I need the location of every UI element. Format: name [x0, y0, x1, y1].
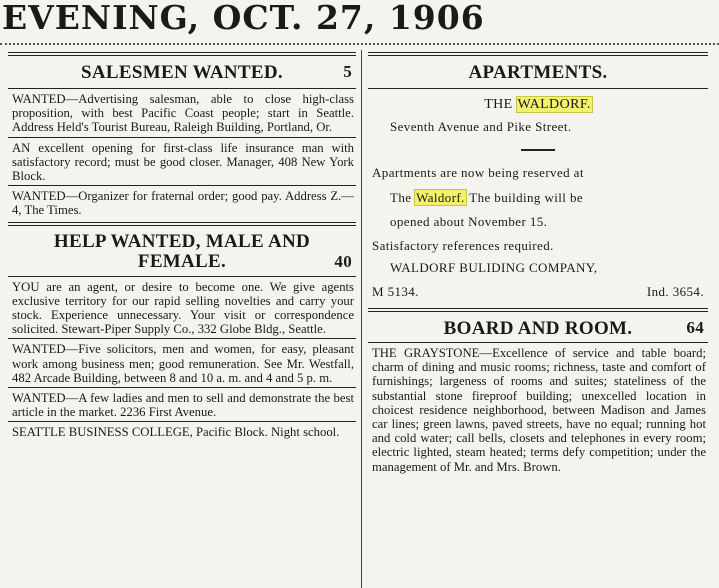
- salesmen-heading-text: SALESMEN WANTED.: [81, 62, 283, 83]
- apartments-heading-text: APARTMENTS.: [468, 62, 608, 83]
- ad-insurance: AN excellent opening for first-class life insurance man with satisfactory record; must be good closer. Manager, 408 New York Block.: [12, 140, 354, 184]
- salesmen-heading: [8, 62, 356, 88]
- waldorf-name-highlight: WALDORF.: [517, 97, 591, 112]
- ad-graystone: THE GRAYSTONE—Excellence of service and table board; charm of dining and music rooms; richness, taste and comfort of furnishings; largeness of rooms and suites; stateliness of the substantial stone fireproof building; unexcelled location in choicest residence neighborhood, between Madison and James car lines; green lawns, paved streets, have no equal; running hot and cold water; call bells, closets and telephones in every room; electric lighted, steam heated; terms defy competition; under the management of Mr. and Mrs. Brown.: [372, 346, 706, 474]
- ad-ladies-men: WANTED—A few ladies and men to sell and demonstrate the best article in the market. 2236 First Avenue.: [12, 391, 354, 420]
- ad-business-college: SEATTLE BUSINESS COLLEGE, Pacific Block. Night school.: [12, 425, 340, 440]
- help-heading-line1: HELP WANTED, MALE AND: [53, 230, 311, 252]
- apt-company: WALDORF BULIDING COMPANY,: [390, 260, 598, 275]
- column-divider: [361, 50, 362, 588]
- section-rule: [368, 308, 708, 312]
- masthead: EVENING, OCT. 27, 1906: [2, 0, 485, 37]
- apartments-heading: [368, 62, 708, 88]
- masthead-rule: [0, 43, 719, 45]
- waldorf-the: THE: [484, 97, 513, 112]
- board-count: 64: [686, 318, 704, 337]
- apt-line1: Apartments are now being reserved at: [372, 165, 584, 180]
- help-heading: [8, 232, 356, 272]
- section-rule: [8, 222, 356, 226]
- board-heading: [368, 318, 708, 342]
- section-rule: [368, 52, 708, 56]
- waldorf-title: [368, 97, 708, 113]
- apt-phone-ind: Ind. 3654.: [646, 284, 704, 299]
- ad-solicitors: WANTED—Five solicitors, men and women, for easy, pleasant work among business men; good remuneration. See Mr. Westfall, 482 Arcade Building, between 8 and 10 a. m. and 4 and 5 p. m.: [12, 342, 354, 385]
- ad-organizer: WANTED—Organizer for fraternal order; good pay. Address Z.—4, The Times.: [12, 189, 354, 218]
- section-rule: [8, 52, 356, 56]
- waldorf-inline-highlight: Waldorf.: [416, 190, 465, 205]
- short-rule: [521, 149, 555, 151]
- salesmen-count: 5: [343, 62, 352, 81]
- board-heading-text: BOARD AND ROOM.: [443, 318, 633, 339]
- right-column: [368, 52, 708, 476]
- ad-agent: YOU are an agent, or desire to become one. We give agents exclusive territory for our rapid selling novelties and carry your stock. Experience unnecessary. Your visit or correspondence solicited. Stewart-Piper Supply Co., 332 Globe Bldg., Seattle.: [12, 279, 354, 337]
- apt-phones: [368, 284, 708, 300]
- ad-salesman: WANTED—Advertising salesman, able to close high-class proposition, with best Pacific Coast people; start in Seattle. Address Held's Tourist Bureau, Raleigh Building, Portland, Or.: [12, 92, 354, 135]
- help-count: 40: [334, 251, 352, 271]
- apt-phone-main: M 5134.: [372, 284, 419, 299]
- waldorf-address: Seventh Avenue and Pike Street.: [390, 119, 572, 134]
- apt-line4: Satisfactory references required.: [372, 238, 554, 253]
- help-heading-line2: FEMALE.: [137, 250, 227, 272]
- apt-line2-rest: The building will be: [469, 190, 584, 205]
- left-column: [8, 52, 356, 442]
- apt-line2: [368, 190, 708, 206]
- apt-the: The: [390, 190, 412, 205]
- ad-rule: [368, 88, 708, 89]
- apt-line3: opened about November 15.: [390, 214, 548, 229]
